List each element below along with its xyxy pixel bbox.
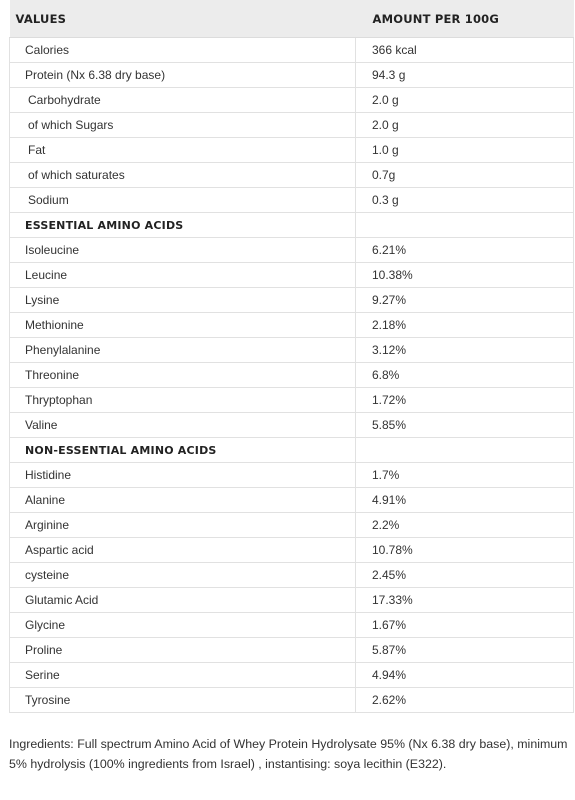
non-essential-amino-acids-heading: NON-ESSENTIAL AMINO ACIDS bbox=[10, 438, 356, 463]
amino-acid-value: 6.21% bbox=[356, 238, 574, 263]
nutrient-value: 366 kcal bbox=[356, 38, 574, 63]
amino-acid-label: Leucine bbox=[10, 263, 356, 288]
amino-acid-label: Valine bbox=[10, 413, 356, 438]
ingredients-text: Ingredients: Full spectrum Amino Acid of Whey Protein Hydrolysate 95% (Nx 6.38 dry base), minimum 5% hydrolysis (100% ingredients from Israel) , instantising: soya lecithin (E322). bbox=[9, 737, 568, 771]
amino-acid-value: 1.72% bbox=[356, 388, 574, 413]
amino-acid-label: Tyrosine bbox=[10, 688, 356, 713]
nutrient-label: Calories bbox=[10, 38, 356, 63]
table-row bbox=[10, 513, 574, 538]
values-column-header: VALUES bbox=[10, 0, 356, 38]
amino-acid-label: Phenylalanine bbox=[10, 338, 356, 363]
nutrient-value: 0.3 g bbox=[356, 188, 574, 213]
amino-acid-value: 10.38% bbox=[356, 263, 574, 288]
amino-acid-label: cysteine bbox=[10, 563, 356, 588]
amount-column-header: AMOUNT PER 100G bbox=[356, 0, 574, 38]
table-row bbox=[10, 413, 574, 438]
table-row bbox=[10, 138, 574, 163]
nutrient-value: 2.0 g bbox=[356, 88, 574, 113]
amino-acid-value: 1.67% bbox=[356, 613, 574, 638]
amino-acid-value: 3.12% bbox=[356, 338, 574, 363]
amino-acid-value: 6.8% bbox=[356, 363, 574, 388]
amino-acid-label: Aspartic acid bbox=[10, 538, 356, 563]
section-heading-spacer bbox=[356, 438, 574, 463]
amino-acid-value: 5.87% bbox=[356, 638, 574, 663]
table-header-row bbox=[10, 0, 574, 38]
table-row bbox=[10, 313, 574, 338]
amino-acid-label: Isoleucine bbox=[10, 238, 356, 263]
nutrient-value: 2.0 g bbox=[356, 113, 574, 138]
table-row bbox=[10, 613, 574, 638]
nutrient-value: 94.3 g bbox=[356, 63, 574, 88]
nutrient-label: Sodium bbox=[10, 188, 356, 213]
table-row bbox=[10, 463, 574, 488]
table-row bbox=[10, 188, 574, 213]
amino-acid-value: 10.78% bbox=[356, 538, 574, 563]
nutrition-table bbox=[9, 0, 574, 713]
amino-acid-value: 4.91% bbox=[356, 488, 574, 513]
table-row bbox=[10, 238, 574, 263]
nutrient-label: Carbohydrate bbox=[10, 88, 356, 113]
table-row bbox=[10, 638, 574, 663]
table-row bbox=[10, 388, 574, 413]
amino-acid-value: 1.7% bbox=[356, 463, 574, 488]
amino-acid-label: Alanine bbox=[10, 488, 356, 513]
section-heading-spacer bbox=[356, 213, 574, 238]
amino-acid-value: 2.62% bbox=[356, 688, 574, 713]
amino-acid-label: Glycine bbox=[10, 613, 356, 638]
amino-acid-value: 2.2% bbox=[356, 513, 574, 538]
nutrient-label: Fat bbox=[10, 138, 356, 163]
table-row bbox=[10, 163, 574, 188]
amino-acid-value: 5.85% bbox=[356, 413, 574, 438]
amino-acid-label: Glutamic Acid bbox=[10, 588, 356, 613]
table-row bbox=[10, 338, 574, 363]
table-row bbox=[10, 563, 574, 588]
table-row bbox=[10, 363, 574, 388]
amino-acid-value: 2.18% bbox=[356, 313, 574, 338]
table-row bbox=[10, 88, 574, 113]
amino-acid-label: Histidine bbox=[10, 463, 356, 488]
amino-acid-label: Proline bbox=[10, 638, 356, 663]
amino-acid-label: Methionine bbox=[10, 313, 356, 338]
nutrient-label: of which saturates bbox=[10, 163, 356, 188]
amino-acid-value: 17.33% bbox=[356, 588, 574, 613]
nutrient-value: 0.7g bbox=[356, 163, 574, 188]
amino-acid-value: 2.45% bbox=[356, 563, 574, 588]
section-heading-row bbox=[10, 213, 574, 238]
amino-acid-label: Threonine bbox=[10, 363, 356, 388]
table-row bbox=[10, 588, 574, 613]
amino-acid-value: 4.94% bbox=[356, 663, 574, 688]
table-row bbox=[10, 538, 574, 563]
table-row bbox=[10, 113, 574, 138]
amino-acid-label: Lysine bbox=[10, 288, 356, 313]
table-row bbox=[10, 688, 574, 713]
table-row bbox=[10, 663, 574, 688]
section-heading-row bbox=[10, 438, 574, 463]
essential-amino-acids-heading: ESSENTIAL AMINO ACIDS bbox=[10, 213, 356, 238]
nutrient-label: Protein (Nx 6.38 dry base) bbox=[10, 63, 356, 88]
amino-acid-value: 9.27% bbox=[356, 288, 574, 313]
table-row bbox=[10, 488, 574, 513]
table-row bbox=[10, 288, 574, 313]
nutrient-value: 1.0 g bbox=[356, 138, 574, 163]
table-row bbox=[10, 63, 574, 88]
amino-acid-label: Thryptophan bbox=[10, 388, 356, 413]
nutrient-label: of which Sugars bbox=[10, 113, 356, 138]
table-row bbox=[10, 38, 574, 63]
table-row bbox=[10, 263, 574, 288]
amino-acid-label: Serine bbox=[10, 663, 356, 688]
amino-acid-label: Arginine bbox=[10, 513, 356, 538]
